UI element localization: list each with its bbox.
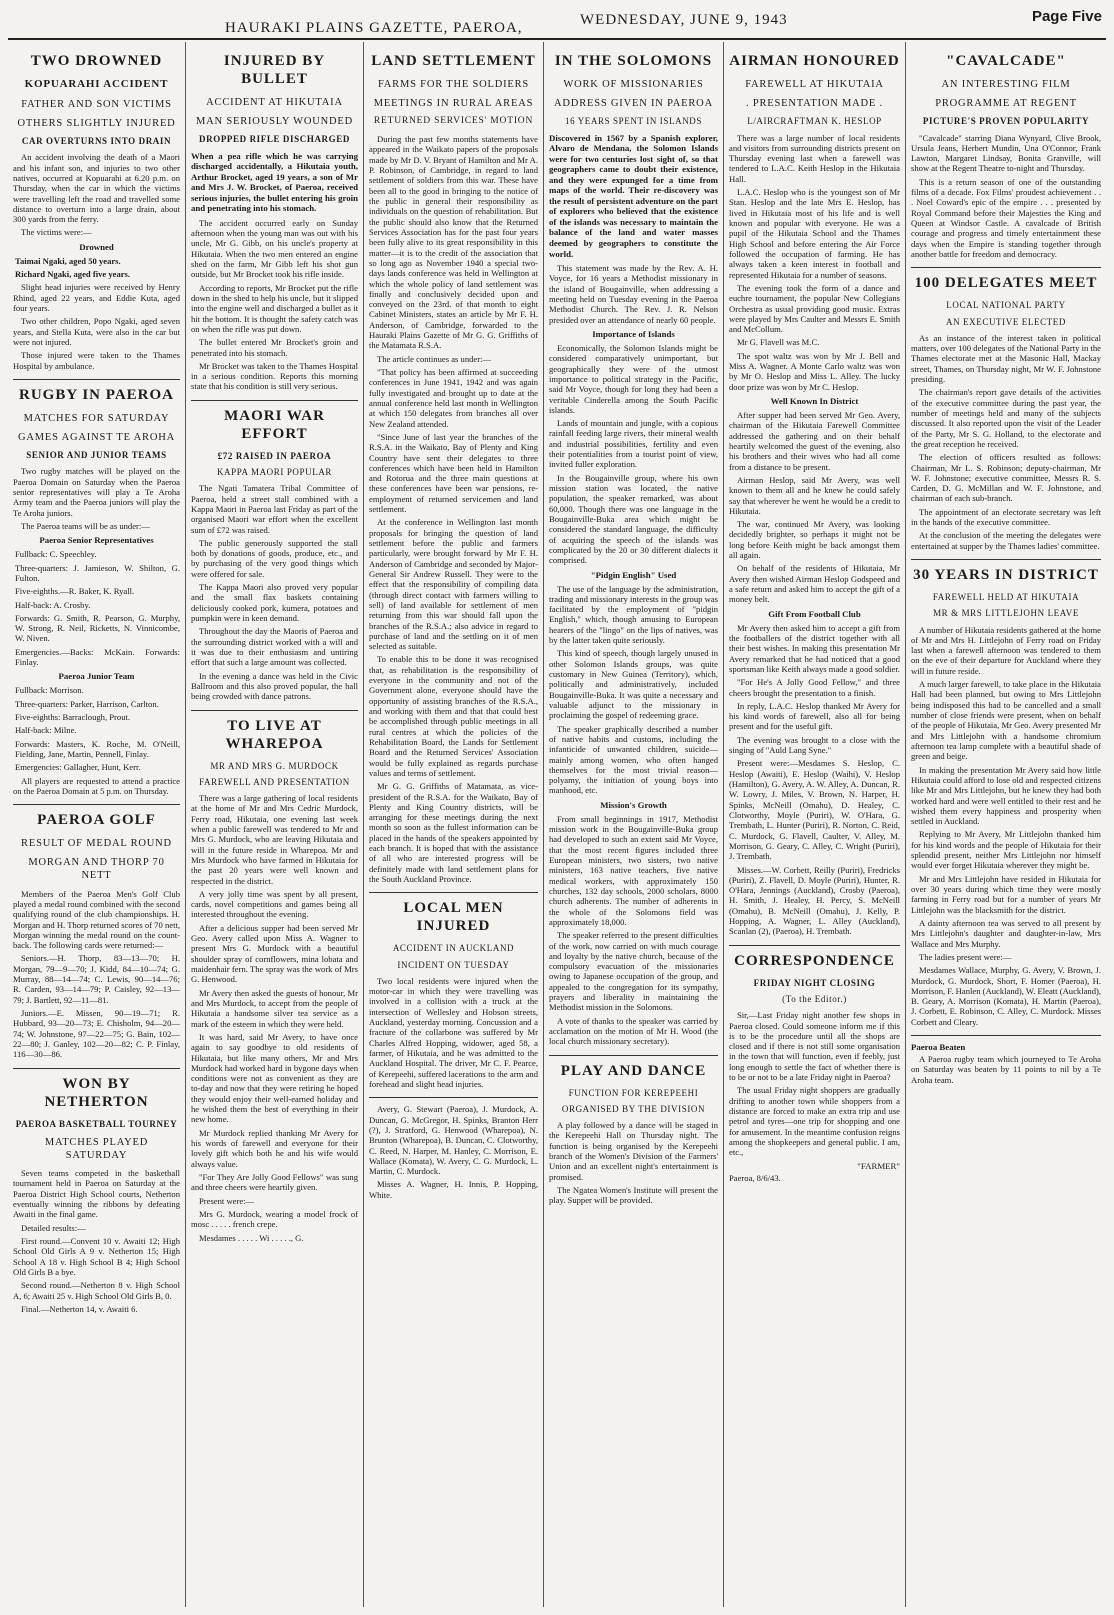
paragraph: A play followed by a dance will be staged in the Kerepeehi Hall on Thursday night. The function is being organised by the Kerepeehi branch of the Women's Division of the Farmers' Union and an excellent night's entertainment is promised. (549, 1120, 718, 1182)
subhead: ORGANISED BY THE DIVISION (561, 1103, 706, 1114)
paragraph: Present were:—Mesdames S. Heslop, C. Heslop (Awaiti), E. Heslop (Waihi), V. Heslop (Hamilton), G. Avery, A. W. Alley, A. Duncan, R. W. Lowry, J. Miles, V. Brown, N. Harper, H. Spinks, McNeill (Omahu), D. Healey, C. Clotworthy, Moyle (Puriri), W. O'Hara, G. Trembath, L. Hunter (Puriri), R. Norton, C. Reid, C. Murdock, G. Flavell, Caulter, V. Alley, M. Morrison, G. Geary, C. Alley, C. Wright (Puriri), J. Trembath. (729, 758, 900, 862)
paragraph: Seven teams competed in the basketball tournament held in Paeroa on Saturday at the Paeroa District High School courts, Netherton eventually winning the ribbons by defeating Awaiti in the final game. (13, 1168, 180, 1220)
article-rugby (13, 386, 180, 796)
paragraph: During the past few months statements have appeared in the Waikato papers of the proposals made by Mr D. V. Bryant of Hamilton and Mr A. P. Robinson, of Cambridge, in regard to land settlement of soldiers from this war. These have been all to the good in bringing to the notice of the public in general their responsibility as individuals on the question of rehabilitation. But the public should also know that the Returned Services Association has for the past four years been fully alive to its great responsibility in this matter—it is to the credit of the association that so long ago as November 1940 a special two-days lands conference was held in Wellington at which the whole policy of land settlement was finally and conclusively decided upon and conveyed on the 23rd. of that month to eight Cabinet Ministers, states an article by Mr F. H. Anderson, of Cambridge, forwarded to the Hauraki Plains Gazette of Mr G. G. Griffiths of the Matamata R.S.A. (369, 134, 538, 351)
subhead: MATCHES FOR SATURDAY (23, 412, 170, 424)
subhead: RETURNED SERVICES' MOTION (373, 116, 534, 127)
article-cavalcade (911, 52, 1101, 259)
paragraph: It was hard, said Mr Avery, to have once again to say goodbye to old residents of Hikutaia, but like many others, Mr and Mrs Murdock had worked hard in bygone days when conditions were not as convenient as they are to-day and now that they were retiring he hoped they would enjoy their well-earned holiday and he wished them the best of everything in their new home. (191, 1031, 358, 1125)
paragraph: Mr Brocket was taken to the Thames Hospital in a serious condition. Reports this morning state that his condition is still very serious. (191, 360, 358, 392)
publication-name: HAURAKI PLAINS GAZETTE, PAEROA, (225, 20, 523, 36)
subhead: AN EXECUTIVE ELECTED (946, 316, 1066, 327)
paragraph: Five-eighths: Barraclough, Prout. (15, 712, 131, 722)
paragraph: Misses.—W. Corbett, Reilly (Puriri), Fredricks (Puriri), Z. Flavell, D. Moyle (Puriri), Hunter, R. O'Hara, Jennings (Auckland), Crosby (Paeroa), H. Smith, J. Healey, H. Percy, S. McNeill (Omahu), B. McNeill (Omahu), J. Kelly, P. Hopping, A. Wagner, L. Alley (Auckland), Scanlan (2), (Paeroa), H. Trembath. (729, 864, 900, 937)
article-divider (13, 804, 180, 805)
subhead: LOCAL NATIONAL PARTY (946, 300, 1066, 311)
article-land-settlement (369, 52, 538, 884)
paragraph: Economically, the Solomon Islands might be considered comparatively unimportant, but geographically they were of the utmost importance to political strategy in the Pacific, said Mr Voyce, though for long they had been a veritable Cinderella among the South Pacific islands. (549, 342, 718, 415)
article-divider (549, 1055, 718, 1056)
paragraph: At the conclusion of the meeting the delegates were entertained at supper by the Thames ladies' committee. (911, 530, 1101, 551)
paragraph: "Cavalcade" starring Diana Wynyard, Clive Brook, Ursula Jeans, Herbert Mundin, Una O'Connor, Frank Lawton, Margaret Lindsay, Bonita Granville, will show at the Regent Theatre to-night and Thursday. (911, 132, 1101, 174)
headline: 30 YEARS IN DISTRICT (913, 567, 1099, 583)
paragraph: Mr and Mrs Littlejohn have resided in Hikutaia for over 30 years during which time they were mostly farming in Ferry road but for a number of years Mr Littlejohn was the blacksmith for the district. (911, 873, 1101, 915)
paragraph: Three-quarters: J. Jamieson, W. Shilton, G. Fulton. (15, 562, 180, 583)
paragraph: Mr Murdock replied thanking Mr Avery for his words of farewell and everyone for their lovely gift which both he and his wife would always value. (191, 1127, 358, 1169)
paragraph: Emergencies: Gallagher, Hunt, Kerr. (15, 762, 141, 773)
paragraph: In the evening a dance was held in the Civic Ballroom and this also proved popular, the hall being crowded with dance patrons. (191, 670, 358, 702)
article-to-live-at-wharepoa (191, 717, 358, 1243)
subhead: FAREWELL AND PRESENTATION (199, 776, 350, 787)
paragraph: Second round.—Netherton 8 v. High School A, 6; Awaiti 25 v. High School Old Girls B, 0. (13, 1280, 180, 1301)
subhead: PROGRAMME AT REGENT (935, 98, 1077, 110)
paragraph: Forwards: G. Smith, R. Pearson, G. Murphy, W. Strong, R. Neil, Ricketts, N. Vinnicombe, W. Niven. (15, 612, 180, 644)
paragraph: There was a large number of local residents and visitors from surrounding districts present on Thursday evening last when a farewell was tendered to L.A.C. Keith Heslop in the Hikutaia Hall. (729, 132, 900, 184)
paragraph: The bullet entered Mr Brocket's groin and penetrated into his stomach. (191, 337, 358, 358)
paragraph: The victims were:— (21, 227, 92, 238)
column-2 (186, 42, 364, 1607)
paragraph: From small beginnings in 1917, Methodist mission work in the Bougainville-Buka group had developed to such an extent said Mr Voyce, that the most recent figures included three European ministers, two sisters, two native ministers, 163 native teachers, five native medical workers, with approximately 150 churches, 132 day schools, 2000 scholars, 8000 church adherents. The number of adherents in the whole of the Solomons field was approximately 18,000. (549, 813, 718, 927)
article-maori-war-effort (191, 407, 358, 702)
paragraph: Throughout the day the Maoris of Paeroa and the surrounding district worked with a will and it was due to their enthusiasm and untiring effort that such a large amount was collected. (191, 626, 358, 668)
paragraph: L.A.C. Heslop who is the youngest son of Mr Stan. Heslop and the late Mrs E. Heslop, has lived in Hikutaia most of his life and is well known and popular with everyone. He was a pupil of the Hikutaia School and the Thames High School and before entering the Air Force followed the occupation of farming. He has always taken a keen interest in football and represented Hikutaia for a number of seasons. (729, 187, 900, 280)
headline: PAEROA GOLF (37, 812, 156, 829)
paragraph: Misses A. Wagner, H. Innis, P. Hopping, White. (369, 1179, 538, 1200)
headline: AIRMAN HONOURED (729, 53, 900, 69)
paragraph: The speaker graphically described a number of native habits and customs, including the infanticide of unwanted children, suicide—mainly among women, who often hanged themselves for the most trivial reason—polyamy, the initiation of young boys into manhood, etc. (549, 723, 718, 796)
subhead: MATCHES PLAYED SATURDAY (44, 1136, 149, 1161)
subhead: ACCIDENT IN AUCKLAND (392, 943, 515, 954)
paragraph: Two rugby matches will be played on the Paeroa Domain on Saturday when the Paeroa senior representatives will play a Te Aroha Army team and the Paeroa juniors will play the Te Aroha juniors. (13, 466, 180, 518)
paragraph: First round.—Convent 10 v. Awaiti 12; High School Old Girls A 9 v. Netherton 15; High School A 18 v. High School B 4; High School Old Girls B a bye. (13, 1235, 180, 1277)
paragraph: The war, continued Mr Avery, was looking decidedly brighter, so perhaps it might not be long before Keith might be back amongst them all again. (729, 519, 900, 561)
paragraph: Forwards: Masters, K. Roche, M. O'Neill, Fielding, Jane, Martin, Pennell, Finlay. (15, 738, 180, 759)
paragraph: Lands of mountain and jungle, with a copious rainfall feeding large rivers, their mineral wealth and industrial possibilities, fertility and even their potentialities from a tourist point of view, invited fuller exploration. (549, 418, 718, 470)
page-number: Page Five (1031, 8, 1102, 25)
paragraph: Three-quarters: Parker, Harrison, Carlton. (15, 698, 159, 709)
paragraph: Slight head injuries were received by Henry Rhind, aged 22 years, and Eddie Kuta, aged four years. (13, 282, 180, 313)
subhead: FARMS FOR THE SOLDIERS (377, 79, 530, 90)
subhead: PICTURE'S PROVEN POPULARITY (922, 116, 1090, 127)
subhead: MAN SERIOUSLY WOUNDED (196, 116, 353, 128)
paragraph: Mrs G. Murdock, wearing a model frock of mosс . . . . . french crepe. (191, 1208, 358, 1230)
paragraph: "Since June of last year the branches of the R.S.A. in the Waikato, Bay of Plenty and King Country have sent their delegates to three conferences which have been held in Hamilton and Rotorua and the three main questions at these conferences have been war pensions, re-employment of returned servicemen and land settlement. (369, 431, 538, 515)
subhead: INCIDENT ON TUESDAY (397, 959, 510, 970)
paragraph: In reply, L.A.C. Heslop thanked Mr Avery for his kind words of farewell, also all for being present and for the useful gift. (729, 700, 900, 732)
subhead: RESULT OF MEDAL ROUND (21, 838, 172, 850)
article-correspondence (729, 952, 900, 1183)
lede: When a pea rifle which he was carrying discharged accidentally, a Hikutaia youth, Arthur Brocket, aged 19 years, a son of Mr and Mrs J. W. Brocket, of Paeroa, received serious injuries, the bullet entering his groin and penetrating into his stomach. (191, 150, 358, 214)
column-4 (544, 42, 724, 1607)
article-100-delegates (911, 274, 1101, 551)
article-divider (369, 892, 538, 893)
paragraph: "That policy has been affirmed at succeeding conferences in June 1941, 1942 and was again fully investigated and brought up to date at the annual conference held last month in Wellington at which 150 delegates from branches all over New Zealand attended. (369, 367, 538, 429)
paragraph: The Paeroa teams will be as under:— (21, 520, 150, 531)
paragraph: This statement was made by the Rev. A. H. Voyce, for 16 years a Methodist missionary in the island of Bougainville, when addressing a meeting held on Tuesday evening in the Paeroa Methodist Church. The Rev. J. R. Nelson presided over an attendance of nearly 60 people. (549, 263, 718, 325)
paragraph: The ladies present were:— (919, 951, 1012, 962)
paragraph: The accident occurred early on Sunday afternoon when the young man was out with his uncle, Mr G. Gibb, on his uncle's property at Hikutaia. When the two men entered an engine shed on the farm, Mr Gibb left his shot gun outside, but Mr Brocket took his rifle inside. (191, 217, 358, 280)
headline: CORRESPONDENCE (734, 952, 895, 969)
paragraph: The chairman's report gave details of the activities of the executive committee during the past year, the number of meetings held and many of the subjects discussed. It also reported upon the visit of the Leader of the Party, Mr S. G. Holland, to the electorate and the great reception he received. (911, 387, 1101, 449)
paragraph: An accident involving the death of a Maori and his infant son, and injuries to two other natives, occurred at Kopuarahi at 6.20 p.m. on Thursday, when the car in which the victims were travelling left the road and travelled some distance to overturn into a large drain, about 300 yards from the ferry. (13, 152, 180, 225)
paragraph: A vote of thanks to the speaker was carried by acclamation on the motion of Mr H. Wood (the local church missionary secretary). (549, 1015, 718, 1047)
paragraph: Taimai Ngaki, aged 50 years. (15, 255, 121, 266)
paragraph: A dainty afternoon tea was served to all present by Mrs Littlejohn's daughter and daughter-in-law, Mrs Wallace and Mrs Murphy. (911, 917, 1101, 949)
paragraph: The Ngatea Women's Institute will present the play. Supper will be provided. (549, 1185, 718, 1206)
subhead: OTHERS SLIGHTLY INJURED (17, 117, 176, 129)
paragraph: Mesdames . . . . . Wi . . . . ., G. (199, 1232, 304, 1243)
article-netherton (13, 1075, 180, 1315)
subhead: £72 RAISED IN PAEROA (217, 450, 332, 461)
article-play-and-dance (549, 1062, 718, 1206)
article-divider (911, 559, 1101, 560)
paragraph: After a delicious supper had been served Mr Geo. Avery called upon Miss A. Wagner to present Mrs G. Murdock with a beautiful shoulder spray of cornflowers, mina lobata and maidenhair fern. The spray was the work of Mrs G. Henwood. (191, 922, 358, 985)
headline: INJURED BY BULLET (223, 53, 326, 87)
article-airman-honoured (729, 52, 900, 937)
paragraph: Mr Avery then asked the guests of honour, Mr and Mrs Murdock, to accept from the people of Hikutaia a handsome silver tea service as a mark of the esteem in which they were held. (191, 987, 358, 1029)
paragraph: Mr G. Flavell was M.C. (737, 337, 820, 348)
article-divider (13, 1068, 180, 1069)
paragraph: Present were:— (199, 1195, 255, 1206)
paragraph: In making the presentation Mr Avery said how little Hikutaia could afford to lose old and respected citizens like Mr and Mrs Littlejohn, but he knew they had both worked hard and were well entitled to their rest and he wished them every happiness and prosperity when settled in Auckland. (911, 764, 1101, 827)
subhead: SENIOR AND JUNIOR TEAMS (26, 450, 167, 461)
section-heading: Gift From Football Club (768, 608, 861, 619)
paragraph: The evening took the form of a dance and euchre tournament, the popular New Collegians Orchestra as usual providing good music. Extras were played by Mrs Caulter and Messrs E. Smith and McCollum. (729, 282, 900, 335)
headline: Paeroa Beaten (911, 1042, 966, 1053)
paragraph: The speaker referred to the present difficulties of the work, now carried on with much courage and loyalty by the native church, because of the compulsory evacuation of the missionaries owing to Japanese occupation of the group, and appealed to the congregation for its sympathy, prayers and liberality in maintaining the Methodist mission in the Solomons. (549, 930, 718, 1013)
section-heading: Mission's Growth (600, 799, 667, 810)
article-divider (911, 267, 1101, 268)
article-in-the-solomons (549, 52, 718, 1047)
masthead (0, 0, 1114, 42)
headline: IN THE SOLOMONS (554, 53, 713, 69)
paragraph: Mr Avery then asked him to accept a gift from the footballers of the district together with all their best wishes. In making this presentation Mr Avery remarked that he had noticed that a good sportsman like Keith always made a good soldier. (729, 622, 900, 674)
article-divider (13, 379, 180, 380)
column-3 (364, 42, 544, 1607)
column-6 (906, 42, 1106, 1607)
subhead: FUNCTION FOR KEREPEEHI (568, 1087, 699, 1098)
paragraph: The Kappa Maori also proved very popular and the small flax baskets containing deliciously cooked pork, kumera, potatoes and pumpkin were in keen demand. (191, 582, 358, 624)
paragraph: Those injured were taken to the Thames Hospital by ambulance. (13, 350, 180, 371)
paragraph: As an instance of the interest taken in political matters, over 100 delegates of the National Party in the Thames electorate met at the Masonic Hall, Mackay street, Thames, on Thursday night, Mr W. F. Johnstone presiding. (911, 332, 1101, 384)
paragraph: A much larger farewell, to take place in the Hikutaia Hall had been planned, but owing to Mrs Littlejohn being indisposed this had to be cancelled and a small number of close friends were present, when on behalf of the people of Hikutaia, Mr Geo. Avery presented Mr and Mrs Littlejohn with a handsome chromium afternoon tea lamp complete with a beautiful shade of green and beige. (911, 679, 1101, 762)
paragraph: Airman Heslop, said Mr Avery, was well known to them all and he knew he could safely say that wherever he went he would be a credit to Hikutaia. (729, 474, 900, 516)
headline: 100 DELEGATES MEET (914, 275, 1098, 292)
subhead: KOPUARAHI ACCIDENT (24, 78, 169, 90)
paragraph: This kind of speech, though largely unused in other Solomon Islands groups, was quite customary in New Guinea (Territory), which, politically and administratively, included Bougainville-Buka. It was quite a necessary and valuable adjunct to the missionary in proclaiming the gospel of redeeming grace. (549, 648, 718, 721)
paragraph: "For They Are Jolly Good Fellows" was sung and three cheers were heartily given. (191, 1171, 358, 1193)
subhead: MR AND MRS G. MURDOCK (210, 760, 339, 771)
article-30-years-in-district (911, 566, 1101, 1027)
letter-dateline: Paeroa, 8/6/43. (729, 1172, 781, 1183)
headline: WON BY NETHERTON (44, 1075, 149, 1110)
section-heading: Importance of Islands (592, 328, 675, 339)
article-paeroa-beaten (911, 1042, 1101, 1085)
paragraph: Fullback: C. Speechley. (15, 549, 97, 560)
subhead: KAPPA MAORI POPULAR (216, 467, 333, 478)
article-divider (191, 400, 358, 401)
paragraph: "For He's A Jolly Good Fellow," and three cheers brought the presentation to a finish. (729, 677, 900, 698)
section-heading: Drowned (79, 241, 114, 252)
paragraph: Two other children, Popo Ngaki, aged seven years, and Stella Kuta, were also in the car but were not injured. (13, 316, 180, 347)
paragraph: Five-eighths.—R. Baker, K. Ryall. (15, 586, 135, 597)
paragraph: Avery, G. Stewart (Paeroa), J. Murdock, A. Duncan, G. McGregor, H. Spinks, Branton Herr (?), J. Stratford, G. Henwood (Wharepoa), N. Brunton (Wharepoa), B. Duncan, C. Clotworthy, C. Reed, N. Harper, M. Hanley, C. Morrison, E. Wallace (Komata), W. Avery, C. G. Murdock, L. Martin, C. Murdock. (369, 1104, 538, 1177)
subhead: PAEROA BASKETBALL TOURNEY (15, 1118, 178, 1129)
subhead: FRIDAY NIGHT CLOSING (753, 977, 876, 988)
paragraph: According to reports, Mr Brocket put the rifle down in the shed to help his uncle, but it slipped into the engine well and discharged a bullet as it hit the bottom. It is thought the safety catch was on when the rifle was put down. (191, 282, 358, 334)
headline: "CAVALCADE" (946, 53, 1066, 69)
section-heading: "Pidgin English" Used (590, 569, 677, 580)
paragraph: A Paeroa rugby team which journeyed to Te Aroha on Saturday was beaten by 11 points to nil by a Te Aroha team. (911, 1054, 1101, 1085)
subhead: FAREWELL AT HIKUTAIA (745, 79, 884, 90)
subhead: WORK OF MISSIONARIES (563, 79, 704, 90)
paragraph: Mesdames Wallace, Murphy, G. Avery, V. Brown, J. Murdock, G. Murdock, Short, F. Homer (Paeroa), H. Morrison, F. Hanlen (Auckland), W. Eleatt (Auckland), B. Geary, A. Morrison (Komata), H. Martin (Paeroa), J. Corbett, E. Robinson, C. Alley, C. Murdock. Misses Corbett and Cleary. (911, 965, 1102, 1027)
subhead: CAR OVERTURNS INTO DRAIN (21, 136, 172, 146)
article-golf (13, 811, 180, 1059)
article-divider (911, 1035, 1101, 1036)
paragraph: Richard Ngaki, aged five years. (15, 269, 131, 280)
paragraph: To enable this to be done it was recognised that, as rehabilitation is the responsibility of everyone in the community and not of the Government alone, everyone should have the opportunity of assisting branches of the R.S.A., and working with them and that that could best be accomplished through public meetings in all rural centres at which the policies of the Rehabilitation Board, the Lands for Settlement Board and the Returned Services' Association would be fully explained as regards purchase values and terms of settlement. (369, 654, 538, 778)
paragraph: The article continues as under:— (377, 353, 492, 364)
paragraph: The appointment of an electorate secretary was left in the hands of the executive committee. (911, 506, 1101, 528)
paragraph: Emergencies.—Backs: McKain. Forwards: Finlay. (15, 646, 180, 668)
masthead-rule (8, 38, 1106, 40)
headline: LAND SETTLEMENT (371, 53, 536, 69)
subhead: ADDRESS GIVEN IN PAEROA (554, 98, 713, 110)
subhead: GAMES AGAINST TE AROHA (18, 432, 175, 443)
paragraph: Fullback: Morrison. (15, 685, 84, 696)
paragraph: There was a large gathering of local residents at the home of Mr and Mrs Cedric Murdock, Ferry road, Hikutaia, one evening last week when a public farewell was tendered to Mr and Mrs G. Murdock, who are leaving Hikutaia and will in the future reside in Wharepoa. Mr and Mrs Murdock who have farmed in Hikutaia for the past 20 years were well known and respected in the district. (191, 793, 358, 886)
article-injured-by-bullet (191, 52, 358, 392)
paragraph: On behalf of the residents of Hikutaia, Mr Avery then wished Airman Heslop Godspeed and a safe return and asked him to accept the gift of a money belt. (729, 563, 900, 605)
paragraph: Replying to Mr Avery, Mr Littlejohn thanked him for his kind words and the people of Hikutaia for their splendid present, neither Mrs Littlejohn nor himself would ever forget Hikutaia wherever they might be. (911, 829, 1101, 871)
paragraph: A very jolly time was spent by all present, cards, novel competitions and games being all interested throughout the evening. (191, 888, 358, 920)
paragraph: This is a return season of one of the outstanding films of a decade. Fox Films' proudest achievement . . . Noel Coward's epic of the empire . . . presented by Royal Command before their Majesties the King and Queen at Windsor Castle. A cavalcade of British courage and progress and timely entertainment these days when the Empire is standing together through another battle for freedom and democracy. (911, 176, 1101, 259)
headline: MAORI WAR EFFORT (224, 407, 325, 442)
subhead: MEETINGS IN RURAL AREAS (373, 98, 534, 110)
paragraph: Final.—Netherton 14, v. Awaiti 6. (21, 1303, 138, 1314)
subhead: FAREWELL HELD AT HIKUTAIA (932, 592, 1080, 602)
paragraph: Seniors.—H. Thorp, 83—13—70; H. Morgan, 79—9—70; J. Kidd, 84—10—74; G. Murray, 88—14—74; C. Lewis, 90—14—76; R. Carden, 93—14—79; P. Caisley, 92—13—79; J. Bartlett, 92—11—81. (13, 953, 180, 1005)
headline: PLAY AND DANCE (560, 1062, 707, 1079)
paragraph: Half-back: Milne. (15, 725, 77, 736)
headline: RUGBY IN PAEROA (18, 386, 174, 403)
paragraph: The use of the language by the administration, trading and missionary interests in the group was facilitated by the employment of "pidgin English," which, though amusing to European hearers of the "lingo" on the lips of natives, was by the latter taken quite seriously. (549, 583, 718, 646)
section-heading: Paeroa Junior Team (58, 671, 135, 682)
subhead: 16 YEARS SPENT IN ISLANDS (564, 116, 702, 127)
paragraph: The Ngati Tamatera Tribal Committee of Paeroa, held a street stall combined with a Kappa Maori in Paeroa last Friday as part of the organised Maori war effort when the excellent sum of £72 was raised. (191, 483, 358, 535)
article-divider (369, 1097, 538, 1098)
paragraph: All players are requested to attend a practice on the Paeroa Domain at 5 p.m. on Thursday. (13, 775, 180, 796)
subhead: FATHER AND SON VICTIMS (21, 98, 172, 110)
subhead: (To the Editor.) (782, 993, 847, 1004)
section-heading: Well Known In District (770, 396, 859, 406)
paragraph: Half-back: A. Crosby. (15, 599, 91, 610)
headline: LOCAL MEN INJURED (403, 900, 504, 935)
lede: Discovered in 1567 by a Spanish explorer, Alvaro de Mendana, the Solomon Islands were for two centuries lost sight of, so that geographers came to doubt their existence, and they were expunged for a time from maps of the world. Their re-discovery was the result of persistent adventure on the part of explorers who believed that the existence of the islands was necessary to maintain the balance of the land and water masses deemed by geographers to constitute the world. (549, 132, 718, 259)
subhead: . PRESENTATION MADE . (745, 98, 883, 110)
subhead: L/AIRCRAFTMAN K. HESLOP (747, 116, 882, 127)
article-local-men-injured (369, 899, 538, 1200)
paragraph: The spot waltz was won by Mr J. Bell and Miss A. Wagner. A Monte Carlo waltz was won by Mr O. Heslop and Miss L. Alley. The lucky door prize was won by Mr C. Heslop. (729, 350, 900, 392)
column-5 (724, 42, 906, 1607)
paragraph: The public generously supported the stall both by donations of goods, produce, etc., and by purchasing of the very good things which were offered for sale. (191, 537, 358, 579)
subhead: MORGAN AND THORP 70 NETT (28, 857, 165, 882)
paragraph: A number of Hikutaia residents gathered at the home of Mr and Mrs H. Littlejohn of Ferry road on Friday last when a farewell afternoon was tendered to them on the eve of their departure for Auckland where they will in future reside. (911, 624, 1101, 676)
subhead: ACCIDENT AT HIKUTAIA (206, 97, 343, 108)
paragraph: Two local residents were injured when the motor-car in which they were travelling was involved in a collision with a truck at the intersection of Wellesley and Hobson streets, Auckland, yesterday morning. Concussion and a fracture of the collarbone was suffered by Mr Charles Alfred Hopping, widower, aged 58, a farmer, of Hikutaia, and he was admitted to the Auckland Hospital. The driver, Mr C. F. Pearce, of Kerepeehi, suffered lacerations to the arm and forehead and slight head injuries. (369, 975, 538, 1089)
paragraph: After supper had been served Mr Geo. Avery, chairman of the Hikutaia Farewell Committee addressed the gathering and on their behalf heartily welcomed the guest of the evening, also his brothers and their wives who had all come from a distance to be present. (729, 410, 900, 472)
article-divider (191, 710, 358, 711)
subhead: AN INTERESTING FILM (941, 79, 1071, 90)
headline: TWO DROWNED (30, 53, 163, 69)
subhead: DROPPED RIFLE DISCHARGED (199, 134, 350, 145)
paragraph: Juniors.—E. Missen, 90—19—71; R. Hubbard, 93—20—73; E. Chisholm, 94—20—74; W. Johnstone, 97—22—75; G. Bain, 102—22—80; J. Ganley, 102—20—82; C. P. Finlay, 116—30—86. (13, 1008, 180, 1060)
headline: TO LIVE AT WHAREPOA (225, 717, 324, 752)
paragraph: Sir,—Last Friday night another few shops in Paeroa closed. Could someone inform me if this is to be the procedure until all the shops are closed and if there is not still some organisation in the town that will function, even if feebly, just long enough to settle the fact of whether there is to be or not to be a late Friday night in Paeroa? (729, 1010, 900, 1083)
paragraph: The election of officers resulted as follows: Chairman, Mr L. S. Robinson; deputy-chairman, Mr W. F. Johnstone; executive committee, Messrs R. S. Carden, D. G. McMillan and W. F. Johnstone, and chairman of each sub-branch. (911, 452, 1101, 504)
article-divider (729, 945, 900, 946)
article-two-drowned (13, 52, 180, 371)
paragraph: Members of the Paeroa Men's Golf Club played a medal round combined with the second qualifying round of the club championships. H. Morgan and H. Thorp returned scores of 70 nett, Morgan winning the medal round on the count-back. The following cards were returned:— (13, 888, 180, 951)
paragraph: Mr G. G. Griffiths of Matamata, as vice-president of the R.S.A. for the Waikato, Bay of Plenty and King Country districts, will be arranging for these meetings during the next month so soon as the fullest information can be placed in the hands of the speakers appointed by each branch. It is hoped that with the assistance of all who are interested progress will be definitely made with land settlement plans for the South Auckland Province. (369, 781, 538, 884)
paragraph: The evening was brought to a close with the singing of "Auld Lang Syne." (729, 734, 900, 756)
paragraph: At the conference in Wellington last month proposals for bringing the question of land settlement before the public and farmers particularly, were brought forward by Mr F. H. Anderson of Cambridge and seconded by Major-General Sir Andrew Russell. They were to the effect that the responsibility of compiling data (through direct contact with farmers willing to sell) of land available for settlement of men returning from this war should fall upon the branches of the R.S.A.; also advice in regard to purchase of land and the settling on it of men selected as suitable. (369, 517, 538, 652)
subhead: MR & MRS LITTLEJOHN LEAVE (933, 608, 1079, 619)
paragraph: In the Bougainville group, where his own mission station was located, the native population, the speaker remarked, was about 60,000. Though there was one language in the Bougainville-Buka area which might be considered the standard language, the difficulty of acquiring the speech of the islands was complicated by the 20 or 30 different dialects it comprised. (549, 472, 718, 566)
section-heading: Paeroa Senior Representatives (39, 535, 154, 546)
letter-signature: "FARMER" (857, 1160, 900, 1171)
column-1 (8, 42, 186, 1607)
paragraph: The usual Friday night shoppers are gradually drifting to another town while shoppers from a distance are forced to make an extra trip and use petrol and tyres—one trip for shopping and one for amusement. In the meantime confusion reigns among the shopkeepers and general public. I am, etc., (729, 1085, 900, 1158)
paragraph: Detailed results:— (21, 1222, 86, 1233)
issue-date: WEDNESDAY, JUNE 9, 1943 (580, 12, 788, 28)
